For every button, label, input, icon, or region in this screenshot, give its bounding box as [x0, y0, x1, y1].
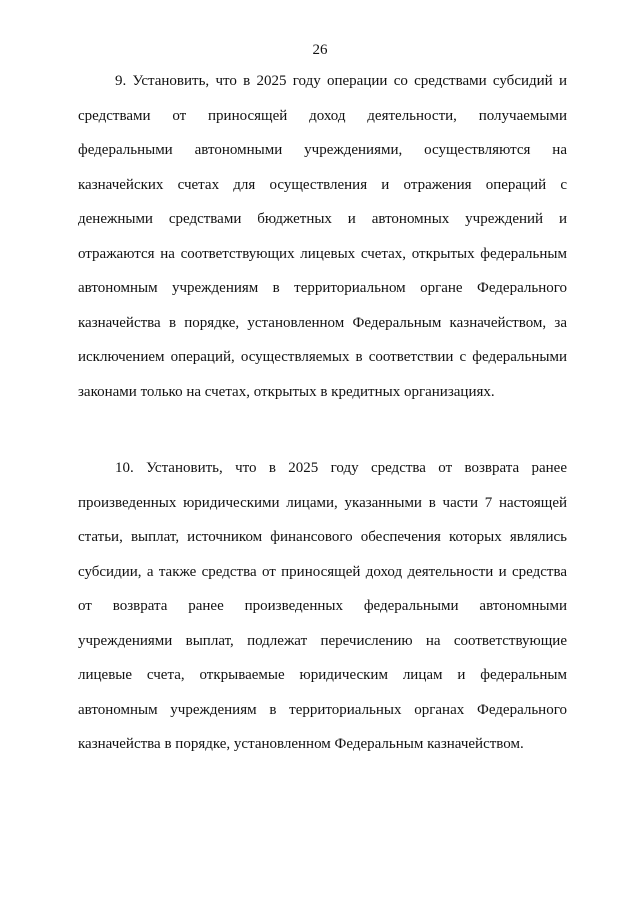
paragraph-10: 10. Установить, что в 2025 году средства от возврата ранее произведенных юридическими лицами, указанными в части 7 настоящей статьи, выплат, источником финансового обеспечения которых являлись субсидии, а также средства от приносящей доход деятельности и средства от возврата ранее произведенных федеральными автономными учреждениями выплат, подлежат перечислению на соответствующие лицевые счета, открываемые юридическим лицам и федеральным автономным учреждениям в территориальных органах Федерального казначейства в порядке, установленном Федеральным казначейством. — [78, 460, 567, 752]
page-number: 26 — [312, 42, 328, 58]
paragraph-9: 9. Установить, что в 2025 году операции со средствами субсидий и средствами от приносящей доход деятельности, получаемыми федеральными автономными учреждениями, осуществляются на казначейских счетах для осуществления и отражения операций с денежными средствами бюджетных и автономных учреждений и отражаются на соответствующих лицевых счетах, открытых федеральным автономным учреждениям в территориальном органе Федерального казначейства в порядке, установленном Федеральным казначейством, за исключением операций, осуществляемых в соответствии с федеральными законами только на счетах, открытых в кредитных организациях. — [78, 73, 567, 400]
